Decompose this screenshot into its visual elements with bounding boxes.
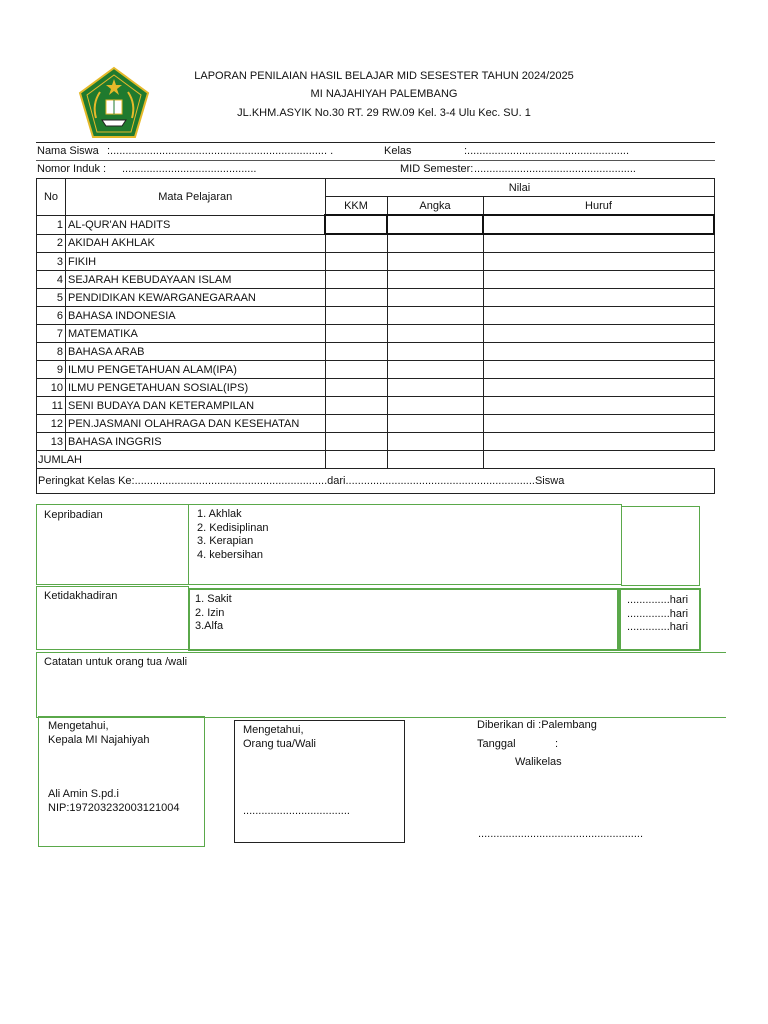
days-field: ..............hari: [627, 594, 689, 606]
col-huruf-header: Huruf: [483, 197, 714, 216]
row-number: 12: [37, 415, 66, 433]
nomor-induk-field[interactable]: ............................................: [122, 163, 257, 175]
jumlah-angka-cell[interactable]: [387, 451, 483, 469]
kepribadian-label-box: [36, 504, 189, 585]
huruf-cell[interactable]: [483, 343, 714, 361]
mid-semester-label: MID Semester:: [400, 163, 474, 175]
row-number: 8: [37, 343, 66, 361]
table-row: [37, 271, 715, 289]
row-number: 2: [37, 234, 66, 253]
subject-name: MATEMATIKA: [66, 325, 326, 343]
angka-cell[interactable]: [387, 379, 483, 397]
table-row: [37, 234, 715, 253]
row-number: 9: [37, 361, 66, 379]
nama-siswa-label: Nama Siswa: [37, 145, 99, 157]
ketidakhadiran-item: 3.Alfa: [195, 620, 224, 632]
angka-cell[interactable]: [387, 234, 483, 253]
table-row: [37, 343, 715, 361]
subject-name: ILMU PENGETAHUAN ALAM(IPA): [66, 361, 326, 379]
ketidakhadiran-item: 2. Izin: [195, 606, 225, 619]
row-number: 6: [37, 307, 66, 325]
row-number: 1: [37, 215, 66, 234]
report-title: LAPORAN PENILAIAN HASIL BELAJAR MID SESESTER TAHUN 2024/2025: [194, 70, 574, 82]
subject-name: BAHASA INDONESIA: [66, 307, 326, 325]
ortu-sign-box: [234, 720, 405, 843]
kepribadian-list: [197, 508, 269, 562]
table-row: [37, 289, 715, 307]
kepala-sign-box: [38, 716, 205, 847]
kepribadian-item: 1. Akhlak: [197, 508, 242, 520]
huruf-cell[interactable]: [483, 433, 714, 451]
kkm-cell[interactable]: [325, 271, 387, 289]
huruf-cell[interactable]: [483, 215, 714, 234]
kkm-cell[interactable]: [325, 234, 387, 253]
kkm-cell[interactable]: [325, 289, 387, 307]
kepribadian-item: 2. Kedisiplinan: [197, 521, 269, 534]
kepribadian-item: 4. kebersihan: [197, 548, 264, 561]
kkm-cell[interactable]: [325, 433, 387, 451]
subject-name: BAHASA ARAB: [66, 343, 326, 361]
ketidakhadiran-days-list[interactable]: [627, 594, 688, 635]
huruf-cell[interactable]: [483, 289, 714, 307]
peringkat-row: Peringkat Kelas Ke:...............................................................dari..............................................................Siswa: [37, 469, 715, 494]
diberikan-di: Diberikan di :Palembang: [477, 719, 597, 731]
row-number: 11: [37, 397, 66, 415]
tanggal-label: Tanggal: [477, 738, 516, 750]
jumlah-kkm-cell[interactable]: [325, 451, 387, 469]
kkm-cell[interactable]: [325, 415, 387, 433]
row-number: 4: [37, 271, 66, 289]
days-field: ..............hari: [627, 621, 689, 633]
angka-cell[interactable]: [387, 361, 483, 379]
table-row: [37, 397, 715, 415]
kkm-cell[interactable]: [325, 397, 387, 415]
nomor-induk-label: Nomor Induk :: [37, 163, 107, 175]
angka-cell[interactable]: [387, 397, 483, 415]
table-row: [37, 415, 715, 433]
catatan-label: Catatan untuk orang tua /wali: [44, 656, 188, 668]
tanggal-colon[interactable]: :: [555, 738, 559, 750]
subject-name: PEN.JASMANI OLAHRAGA DAN KESEHATAN: [66, 415, 326, 433]
subject-name: AL-QUR'AN HADITS: [66, 215, 326, 234]
col-nilai-header: Nilai: [325, 179, 714, 197]
kepala-name: Ali Amin S.pd.i: [48, 788, 119, 800]
huruf-cell[interactable]: [483, 361, 714, 379]
kelas-label: Kelas: [384, 145, 412, 157]
table-row: [37, 433, 715, 451]
walikelas-label: Walikelas: [515, 756, 562, 768]
angka-cell[interactable]: [387, 253, 483, 271]
kepala-nip: NIP:197203232003121004: [48, 802, 180, 814]
ketidakhadiran-days-box: [619, 588, 701, 651]
kkm-cell[interactable]: [325, 361, 387, 379]
huruf-cell[interactable]: [483, 415, 714, 433]
angka-cell[interactable]: [387, 343, 483, 361]
ketidakhadiran-label: Ketidakhadiran: [44, 590, 118, 602]
table-row: [37, 379, 715, 397]
walikelas-signature-line[interactable]: ......................................................: [478, 828, 644, 840]
huruf-cell[interactable]: [483, 234, 714, 253]
angka-cell[interactable]: [387, 307, 483, 325]
row-number: 3: [37, 253, 66, 271]
info-divider: [36, 160, 715, 161]
table-row: [37, 215, 715, 234]
kepribadian-value-box[interactable]: [621, 506, 700, 586]
col-kkm-header: KKM: [325, 197, 387, 216]
row-number: 10: [37, 379, 66, 397]
angka-cell[interactable]: [387, 215, 483, 234]
jumlah-label: JUMLAH: [37, 451, 326, 469]
angka-cell[interactable]: [387, 325, 483, 343]
table-row: [37, 325, 715, 343]
subject-name: AKIDAH AKHLAK: [66, 234, 326, 253]
mid-semester-field[interactable]: .....................................................: [474, 163, 636, 175]
subject-name: SENI BUDAYA DAN KETERAMPILAN: [66, 397, 326, 415]
table-row: [37, 307, 715, 325]
ketidakhadiran-label-box: [36, 586, 189, 650]
kepribadian-label: Kepribadian: [44, 509, 103, 521]
huruf-cell[interactable]: [483, 379, 714, 397]
angka-cell[interactable]: [387, 289, 483, 307]
kepala-mengetahui: Mengetahui,: [48, 720, 109, 732]
header-divider: [36, 142, 715, 143]
kepala-title: Kepala MI Najahiyah: [48, 734, 150, 746]
row-number: 5: [37, 289, 66, 307]
col-angka-header: Angka: [387, 197, 483, 216]
ketidakhadiran-items-box: [188, 588, 619, 651]
row-number: 7: [37, 325, 66, 343]
ketidakhadiran-list: [195, 593, 232, 634]
jumlah-huruf-cell[interactable]: [483, 451, 714, 469]
kkm-cell[interactable]: [325, 253, 387, 271]
huruf-cell[interactable]: [483, 307, 714, 325]
ketidakhadiran-item: 1. Sakit: [195, 593, 232, 605]
huruf-cell[interactable]: [483, 325, 714, 343]
kepribadian-item: 3. Kerapian: [197, 535, 254, 547]
school-name: MI NAJAHIYAH PALEMBANG: [310, 88, 458, 100]
subject-name: SEJARAH KEBUDAYAAN ISLAM: [66, 271, 326, 289]
table-row: [37, 361, 715, 379]
huruf-cell[interactable]: [483, 253, 714, 271]
angka-cell[interactable]: [387, 433, 483, 451]
col-subject-header: Mata Pelajaran: [66, 179, 326, 216]
kkm-cell[interactable]: [325, 215, 387, 234]
subject-name: FIKIH: [66, 253, 326, 271]
catatan-box[interactable]: [36, 652, 726, 718]
huruf-cell[interactable]: [483, 397, 714, 415]
kkm-cell[interactable]: [325, 325, 387, 343]
row-number: 13: [37, 433, 66, 451]
nama-siswa-field[interactable]: :....................................................................... .: [107, 145, 334, 157]
col-no-header: No: [37, 179, 66, 216]
angka-cell[interactable]: [387, 271, 483, 289]
kelas-field[interactable]: :.....................................................: [464, 145, 630, 157]
subject-name: PENDIDIKAN KEWARGANEGARAAN: [66, 289, 326, 307]
angka-cell[interactable]: [387, 415, 483, 433]
ortu-mengetahui: Mengetahui,: [243, 724, 304, 736]
grades-table: [36, 178, 715, 494]
ortu-title: Orang tua/Wali: [243, 738, 316, 750]
ortu-signature-line[interactable]: ...................................: [243, 805, 350, 817]
school-address: JL.KHM.ASYIK No.30 RT. 29 RW.09 Kel. 3-4 Ulu Kec. SU. 1: [237, 107, 531, 119]
kkm-cell[interactable]: [325, 343, 387, 361]
kkm-cell[interactable]: [325, 379, 387, 397]
days-field: ..............hari: [627, 607, 689, 620]
huruf-cell[interactable]: [483, 271, 714, 289]
subject-name: BAHASA INGGRIS: [66, 433, 326, 451]
table-row: [37, 253, 715, 271]
kkm-cell[interactable]: [325, 307, 387, 325]
kepribadian-items-box: [188, 504, 622, 585]
subject-name: ILMU PENGETAHUAN SOSIAL(IPS): [66, 379, 326, 397]
